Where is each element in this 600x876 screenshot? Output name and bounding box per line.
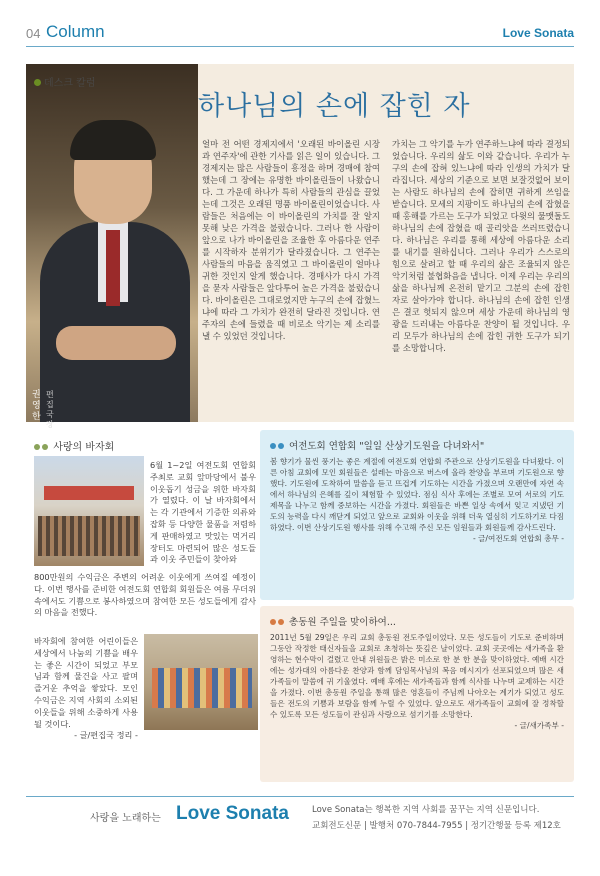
- bazaar-text-2: 800만원의 수익금은 주변의 어려운 이웃에게 쓰여질 예정이다. 이번 행사를 준비한 여전도회 연합회 회원들은 여름 무더위 속에서도 기쁨으로 봉사하였으며 참여한 모든 성도들에게 감사의 마음을 전했다.: [34, 572, 256, 618]
- welcome-text: 2011년 5월 29일은 우리 교회 총동원 전도주일이었다. 모든 성도들이 기도로 준비하며 그동안 작정한 태신자들을 교회로 초청하는 뜻깊은 날이었다. 교회 곳곳에는 새가족을 환영하는 현수막이 걸렸고 안내 위원들은 밝은 미소로 한 분 한 분을 맞이하였다. 예배 시간에는 성가대의 아름다운 찬양과 함께 담임목사님의 복음 메시지가 선포되었으며 많은 새가족들이 말씀에 귀 기울였다. 예배 후에는 새가족들과 함께 식사를 나누며 교제하는 시간을 가졌다. 이번 총동원 주일을 통해 많은 영혼들이 주님께 나아오는 계기가 되었고 성도들은 전도의 기쁨과 보람을 함께 누릴 수 있었다. 앞으로도 새가족들이 교회에 잘 정착할 수 있도록 모든 성도들이 관심과 사랑으로 섬기기를 소망한다. - 글/새가족부 -: [270, 633, 564, 730]
- author-name: 권영한: [32, 390, 41, 422]
- fellowship-section: [260, 430, 574, 600]
- bullet-icon: [270, 619, 276, 625]
- welcome-signature: - 글/새가족부 -: [514, 721, 564, 730]
- header-rule: [26, 46, 574, 47]
- bullet-icon: [34, 79, 41, 86]
- fellowship-text: 봄 향기가 물씬 풍기는 좋은 계절에 여전도회 연합회 주관으로 산상기도원을 다녀왔다. 이른 아침 교회에 모인 회원들은 설레는 마음으로 버스에 올라 찬양을 부르며 기도원으로 향했다. 기도원에 도착하여 말씀을 듣고 뜨겁게 기도하는 시간을 가졌으며 오랜만에 자연 속에서 하나님의 은혜를 깊이 체험할 수 있었다. 점심 식사 후에는 조별로 모여 서로의 기도제목을 나누고 함께 중보하는 시간을 가졌다. 회원들은 바쁜 일상 속에서 잊고 지냈던 기도의 능력을 다시 깨닫게 되었고 앞으로 교회와 이웃을 위해 더욱 열심히 기도하기로 다짐하였다. 이번 산상기도원 행사를 위해 수고해 주신 모든 임원들과 회원들께 감사드린다. - 글/여전도회 연합회 총무 -: [270, 457, 564, 543]
- fellowship-label: 여전도회 연합회 "일일 산상기도원을 다녀와서": [270, 438, 484, 452]
- brand-name: Love Sonata: [502, 26, 574, 40]
- footer-info-1: Love Sonata는 행복한 지역 사회를 꿈꾸는 지역 신문입니다.: [312, 805, 540, 815]
- column-title: 하나님의 손에 잡힌 자: [198, 91, 471, 122]
- bazaar-text-1: 6월 1~2일 여전도회 연합회 주최로 교회 앞마당에서 불우이웃돕기 성금을 위한 바자회가 열렸다. 이 날 바자회에서는 각 기관에서 기증한 의류와 잡화 등 다양한 물품을 저렴하게 판매하였고 맛있는 먹거리 장터도 마련되어 많은 성도들과 이웃 주민들이 찾아와: [150, 460, 256, 565]
- bazaar-signature: - 글/편집국 정리 -: [74, 730, 138, 741]
- footer-info-2: 교회전도신문 | 발행처 070-7844-7955 | 정기간행물 등록 제12호: [312, 821, 561, 831]
- page-footer: [26, 796, 574, 837]
- footer-slogan: 사랑을 노래하는: [90, 813, 161, 824]
- author-photo: [26, 64, 198, 429]
- fellowship-signature: - 글/여전도회 연합회 총무 -: [472, 534, 564, 543]
- welcome-label: 총동원 주일을 맞이하여...: [270, 614, 396, 628]
- bullet-icon: [278, 619, 284, 625]
- desk-column-section: [26, 64, 574, 429]
- page-number: 04: [26, 26, 41, 41]
- bazaar-text-3: 바자회에 참여한 어린이들은 세상에서 나눔의 기쁨을 배우는 좋은 시간이 되었고 부모님과 함께 물건을 사고 팔며 즐거운 추억을 쌓았다. 모인 수익금은 지역 사회의 소외된 이웃들을 위해 소중하게 사용될 것이다. - 글/편집국 정리 -: [34, 636, 138, 741]
- bullet-icon: [278, 443, 284, 449]
- column-tag: 데스크 칼럼: [34, 74, 95, 89]
- author-title: 편집국장: [46, 390, 54, 429]
- column-body-2: 가치는 그 악기를 누가 연주하느냐에 따라 결정되었습니다. 우리의 삶도 이와 같습니다. 우리가 누구의 손에 잡혀 있느냐에 따라 인생의 가치가 달라집니다. 세상의 기준으로 보면 보잘것없어 보이는 사람도 하나님의 손에 잡히면 귀하게 쓰임을 받습니다. 모세의 지팡이도 하나님의 손에 잡혔을 때 홍해를 가르는 도구가 되었고 다윗의 물맷돌도 하나님의 손에 잡혔을 때 골리앗을 쓰러뜨렸습니다. 하나님은 우리를 통해 세상에 아름다운 소리를 내기를 원하십니다. 그러나 우리가 스스로의 힘으로 살려고 할 때 우리의 삶은 조율되지 않은 악기처럼 불협화음을 냅니다. 이제 우리는 우리의 삶을 하나님께 온전히 맡기고 그분의 손에 잡힌 자로 살아가야 합니다. 하나님의 손에 잡힌 인생은 결코 헛되지 않으며 세상 가운데 하나님의 영광을 드러내는 아름다운 찬양이 될 것입니다. 우리 모두가 하나님의 손에 잡힌 귀한 도구가 되기를 소망합니다.: [392, 139, 570, 353]
- bazaar-label: 사랑의 바자회: [34, 438, 114, 453]
- footer-logo: Love Sonata: [176, 803, 289, 824]
- bazaar-photo: [34, 456, 144, 566]
- children-photo: [144, 634, 258, 730]
- welcome-section: [260, 606, 574, 782]
- section-title: Column: [46, 22, 105, 41]
- page-header: [0, 0, 600, 48]
- column-body-1: 얼마 전 어떤 경제지에서 '오래된 바이올린 시장과 연주자'에 관한 기사를 읽은 일이 있습니다. 그 경제지는 많은 사람들이 흥정을 하며 경매에 참여했는데 그 장에는 유명한 바이올린들이 나왔습니다. 그 가운데 하나가 특히 사람들의 관심을 끌었는데 그것은 오래된 명품 바이올린이었습니다. 사람들은 처음에는 이 바이올린의 가치를 잘 알지 못해 낮은 가격을 불렀습니다. 그러나 한 사람이 앞으로 나가 바이올린을 조율한 후 아름다운 연주를 시작하자 분위기가 달라졌습니다. 그 연주는 사람들의 마음을 움직였고 그 바이올린이 얼마나 귀한 것인지 알게 했습니다. 경매사가 다시 가격을 묻자 사람들은 앞다투어 높은 가격을 불렀습니다. 바이올린은 그대로였지만 누구의 손에 잡혔느냐에 따라 그 가치가 완전히 달라진 것입니다. 연주자의 손에 들렸을 때 비로소 악기는 제 소리를 낼 수 있었던 것입니다.: [202, 139, 380, 341]
- bazaar-section: [26, 430, 258, 782]
- bullet-icon: [42, 444, 48, 450]
- bullet-icon: [34, 444, 40, 450]
- bullet-icon: [270, 443, 276, 449]
